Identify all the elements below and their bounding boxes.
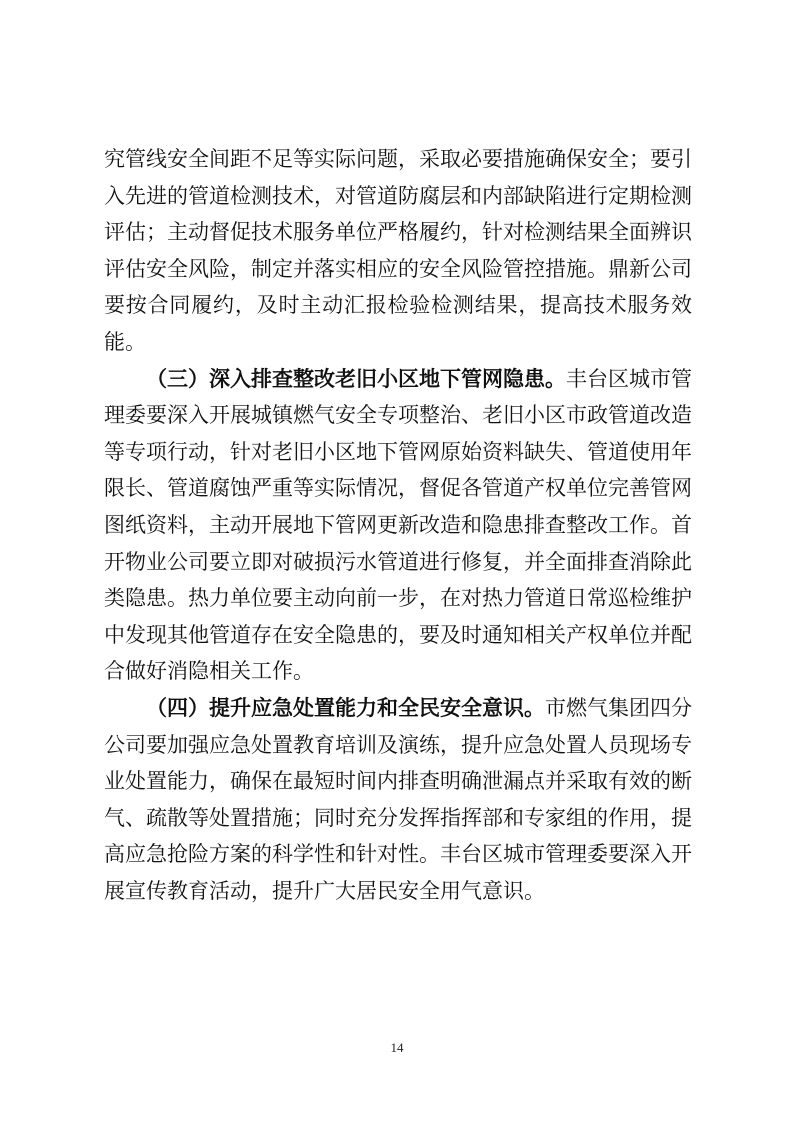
paragraph-text: 丰台区城市管理委要深入开展城镇燃气安全专项整治、老旧小区市政管道改造等专项行动，针对老旧小区地下管网原始资料缺失、管道使用年限长、管道腐蚀严重等实际情况，督促各管道产权单位完善管网图纸资料，主动开展地下管网更新改造和隐患排查整改工作。首开物业公司要立即对破损污水管道进行修复，并全面排查消除此类隐患。热力单位要主动向前一步，在对热力管道日常巡检维护中发现其他管道存在安全隐患的，要及时通知相关产权单位并配合做好消隐相关工作。 [104,366,692,684]
paragraph-section-4 [104,690,692,910]
section-4-heading: （四）提升应急处置能力和全民安全意识。 [146,695,545,720]
page-number: 14 [390,1040,404,1055]
page-body [104,141,692,909]
paragraph-section-3 [104,361,692,690]
section-3-heading: （三）深入排查整改老旧小区地下管网隐患。 [146,366,566,391]
paragraph-text: 究管线安全间距不足等实际问题，采取必要措施确保安全；要引入先进的管道检测技术，对管道防腐层和内部缺陷进行定期检测评估；主动督促技术服务单位严格履约，针对检测结果全面辨识评估安全风险，制定并落实相应的安全风险管控措施。鼎新公司要按合同履约，及时主动汇报检验检测结果，提高技术服务效能。 [104,147,692,354]
paragraph-continued [104,141,692,361]
paragraph-text: 市燃气集团四分公司要加强应急处置教育培训及演练，提升应急处置人员现场专业处置能力，确保在最短时间内排查明确泄漏点并采取有效的断气、疏散等处置措施；同时充分发挥指挥部和专家组的作用，提高应急抢险方案的科学性和针对性。丰台区城市管理委要深入开展宣传教育活动，提升广大居民安全用气意识。 [104,695,692,903]
